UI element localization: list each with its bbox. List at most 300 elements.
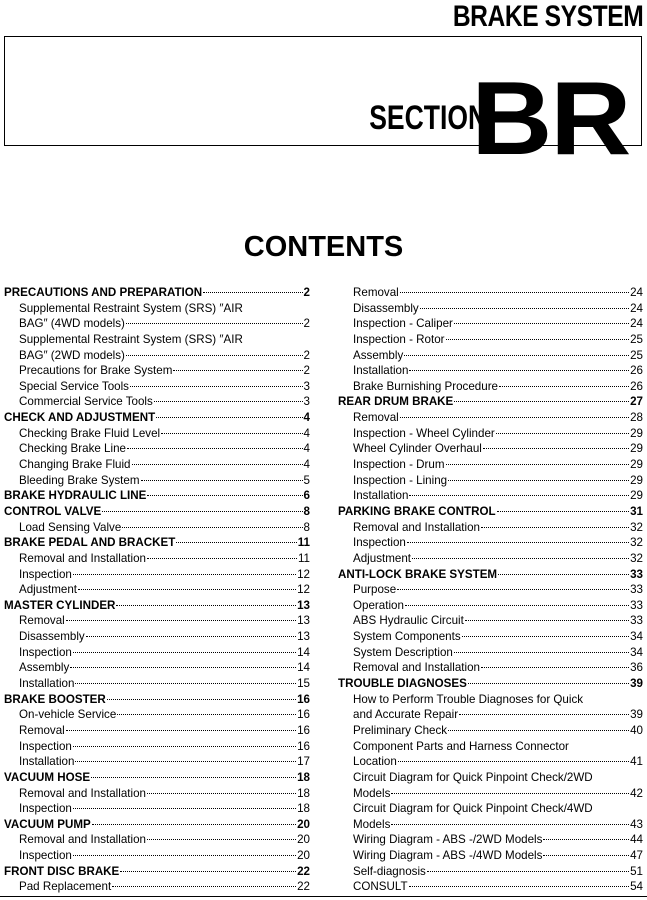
toc-subentry[interactable] xyxy=(338,426,643,442)
toc-leader-dots xyxy=(499,385,629,387)
toc-subentry[interactable] xyxy=(338,473,643,489)
toc-subentry[interactable] xyxy=(338,488,643,504)
toc-subentry[interactable] xyxy=(4,660,310,676)
toc-entry-title: Disassembly xyxy=(19,630,85,644)
toc-leader-dots xyxy=(459,713,629,715)
toc-page-number: 54 xyxy=(630,880,643,894)
toc-leader-dots xyxy=(141,479,303,481)
toc-page-number: 29 xyxy=(630,458,643,472)
toc-entry-title: Pad Replacement xyxy=(19,880,112,894)
toc-leader-dots xyxy=(66,729,296,731)
toc-entry-title: Removal and Installation xyxy=(353,520,480,534)
toc-subentry[interactable] xyxy=(4,301,310,317)
toc-leader-dots xyxy=(112,885,296,887)
toc-page-number: 33 xyxy=(630,583,643,597)
toc-leader-dots xyxy=(543,854,629,856)
toc-leader-dots xyxy=(154,400,303,402)
toc-entry-title: Removal xyxy=(353,286,399,299)
toc-leader-dots xyxy=(412,557,629,559)
toc-entry-title: Removal xyxy=(353,411,399,425)
toc-page-number: 8 xyxy=(303,520,310,534)
toc-subentry[interactable] xyxy=(4,316,310,332)
toc-entry-title: Preliminary Check xyxy=(353,723,448,737)
toc-page-number: 6 xyxy=(303,489,310,503)
section-header-box xyxy=(4,36,642,177)
toc-leader-dots xyxy=(405,604,629,606)
section-code: BR xyxy=(471,61,629,177)
toc-leader-dots xyxy=(391,792,629,794)
toc-leader-dots xyxy=(66,619,296,621)
toc-page-number: 26 xyxy=(630,379,643,393)
toc-subentry[interactable] xyxy=(4,786,310,802)
toc-leader-dots xyxy=(147,557,297,559)
toc-subentry[interactable] xyxy=(338,301,643,317)
toc-leader-dots xyxy=(116,604,296,606)
toc-page-number: 11 xyxy=(297,536,310,550)
toc-leader-dots xyxy=(203,291,302,293)
toc-entry-title: Purpose xyxy=(353,583,397,597)
toc-page-number: 14 xyxy=(297,661,310,675)
toc-subentry[interactable] xyxy=(338,551,643,567)
toc-subentry[interactable] xyxy=(338,520,643,536)
toc-entry-title: Inspection - Caliper xyxy=(353,317,453,331)
toc-page-number: 25 xyxy=(630,348,643,362)
toc-page-number: 29 xyxy=(630,473,643,487)
toc-subentry[interactable] xyxy=(4,754,310,770)
toc-leader-dots xyxy=(404,354,629,356)
toc-leader-dots xyxy=(496,432,629,434)
toc-leader-dots xyxy=(161,432,302,434)
toc-subentry[interactable] xyxy=(4,332,310,348)
toc-entry-title: Models xyxy=(353,817,391,831)
toc-entry-title: Circuit Diagram for Quick Pinpoint Check/2WD xyxy=(353,770,593,784)
toc-page-number: 4 xyxy=(303,411,310,425)
toc-page-number: 41 xyxy=(630,755,643,769)
toc-subentry[interactable] xyxy=(338,770,643,786)
toc-entry-title: Inspection xyxy=(19,849,72,863)
toc-subentry[interactable] xyxy=(338,864,643,880)
toc-leader-dots xyxy=(102,510,302,512)
toc-page-number: 18 xyxy=(297,770,310,784)
toc-section-entry[interactable] xyxy=(4,598,310,614)
toc-entry-title: Bleeding Brake System xyxy=(19,473,140,487)
toc-entry-title: PARKING BRAKE CONTROL xyxy=(338,504,496,518)
toc-page-number: 26 xyxy=(630,364,643,378)
toc-left-column xyxy=(4,285,310,895)
toc-leader-dots xyxy=(127,447,303,449)
toc-entry-title: Removal xyxy=(19,614,65,628)
toc-entry-title: Adjustment xyxy=(353,551,411,565)
toc-page-number: 33 xyxy=(630,567,643,581)
toc-page-number: 18 xyxy=(297,786,310,800)
toc-leader-dots xyxy=(173,369,302,371)
toc-leader-dots xyxy=(398,760,629,762)
toc-page-number: 15 xyxy=(297,677,310,691)
toc-page-number: 20 xyxy=(297,849,310,863)
toc-subentry[interactable] xyxy=(338,832,643,848)
toc-leader-dots xyxy=(400,416,629,418)
toc-entry-title: Operation xyxy=(353,598,404,612)
toc-section-entry[interactable] xyxy=(338,567,643,583)
toc-entry-title: VACUUM HOSE xyxy=(4,770,91,784)
toc-page-number: 22 xyxy=(297,864,310,878)
toc-page-number: 8 xyxy=(303,504,310,518)
toc-subentry[interactable] xyxy=(338,739,643,755)
toc-entry-title: Adjustment xyxy=(19,583,77,597)
toc-subentry[interactable] xyxy=(338,332,643,348)
toc-page-number: 3 xyxy=(303,395,310,409)
toc-entry-title: Changing Brake Fluid xyxy=(19,458,131,472)
toc-entry-title: Disassembly xyxy=(353,301,419,315)
toc-leader-dots xyxy=(73,807,296,809)
toc-page-number: 25 xyxy=(630,332,643,346)
toc-page-number: 24 xyxy=(630,301,643,315)
toc-subentry[interactable] xyxy=(338,363,643,379)
bottom-rule xyxy=(0,896,647,897)
toc-leader-dots xyxy=(126,322,303,324)
toc-page-number: 32 xyxy=(630,520,643,534)
toc-entry-title: Installation xyxy=(19,755,75,769)
toc-entry-title: Wiring Diagram - ABS -/4WD Models xyxy=(353,849,543,863)
toc-page-number: 29 xyxy=(630,442,643,456)
toc-page-number: 13 xyxy=(297,630,310,644)
toc-entry-title: Inspection - Lining xyxy=(353,473,448,487)
toc-entry-title: BAG″ (4WD models) xyxy=(19,317,125,331)
toc-entry-title: ABS Hydraulic Circuit xyxy=(353,614,464,628)
toc-section-entry[interactable] xyxy=(4,864,310,880)
toc-page-number: 13 xyxy=(297,614,310,628)
toc-subentry[interactable] xyxy=(4,582,310,598)
toc-entry-title: Component Parts and Harness Connector xyxy=(353,739,569,753)
toc-leader-dots xyxy=(70,666,296,668)
toc-section-entry[interactable] xyxy=(4,535,310,551)
toc-entry-title: Installation xyxy=(353,489,409,503)
toc-entry-title: Removal and Installation xyxy=(353,661,480,675)
toc-entry-title: On-vehicle Service xyxy=(19,708,117,722)
toc-page-number: 43 xyxy=(630,817,643,831)
toc-subentry[interactable] xyxy=(338,441,643,457)
toc-page-number: 28 xyxy=(630,411,643,425)
toc-page-number: 18 xyxy=(297,802,310,816)
toc-entry-title: Installation xyxy=(19,677,75,691)
toc-leader-dots xyxy=(454,322,629,324)
toc-leader-dots xyxy=(407,541,629,543)
toc-leader-dots xyxy=(107,698,296,700)
toc-entry-title: CHECK AND ADJUSTMENT xyxy=(4,411,156,425)
toc-leader-dots xyxy=(497,510,630,512)
toc-leader-dots xyxy=(420,307,629,309)
toc-leader-dots xyxy=(120,870,296,872)
toc-page-number: 5 xyxy=(303,473,310,487)
toc-entry-title: Installation xyxy=(353,364,409,378)
toc-page-number: 40 xyxy=(630,723,643,737)
toc-entry-title: Assembly xyxy=(353,348,404,362)
toc-page-number: 4 xyxy=(303,426,310,440)
toc-entry-title: How to Perform Trouble Diagnoses for Quick xyxy=(353,692,584,706)
toc-subentry[interactable] xyxy=(4,629,310,645)
toc-entry-title: TROUBLE DIAGNOSES xyxy=(338,677,467,691)
contents-title: CONTENTS xyxy=(243,231,404,263)
toc-entry-title: Removal and Installation xyxy=(19,833,146,847)
toc-page-number: 42 xyxy=(630,786,643,800)
toc-subentry[interactable] xyxy=(338,582,643,598)
toc-entry-title: Self-diagnosis xyxy=(353,864,426,878)
toc-leader-dots xyxy=(481,526,629,528)
toc-subentry[interactable] xyxy=(338,348,643,364)
toc-subentry[interactable] xyxy=(4,801,310,817)
section-label: SECTION xyxy=(369,99,487,137)
toc-leader-dots xyxy=(147,838,296,840)
toc-leader-dots xyxy=(78,588,296,590)
toc-page-number: 22 xyxy=(297,880,310,894)
toc-leader-dots xyxy=(427,870,629,872)
toc-subentry[interactable] xyxy=(338,457,643,473)
toc-page-number: 16 xyxy=(297,692,310,706)
toc-leader-dots xyxy=(409,885,630,887)
toc-page-number: 24 xyxy=(630,317,643,331)
toc-entry-title: Location xyxy=(353,755,397,769)
toc-leader-dots xyxy=(176,541,296,543)
toc-leader-dots xyxy=(446,463,630,465)
toc-page-number: 3 xyxy=(303,379,310,393)
toc-page-number: 33 xyxy=(630,614,643,628)
toc-subentry[interactable] xyxy=(4,848,310,864)
toc-leader-dots xyxy=(156,416,302,418)
toc-entry-title: Inspection xyxy=(353,536,406,550)
toc-entry-title: Checking Brake Line xyxy=(19,442,126,456)
toc-section-entry[interactable] xyxy=(4,285,310,301)
toc-page-number: 20 xyxy=(297,817,310,831)
toc-subentry[interactable] xyxy=(4,567,310,583)
toc-page-number: 34 xyxy=(630,630,643,644)
toc-leader-dots xyxy=(75,682,296,684)
toc-page-number: 13 xyxy=(297,598,310,612)
toc-section-entry[interactable] xyxy=(4,692,310,708)
toc-subentry[interactable] xyxy=(338,535,643,551)
toc-subentry[interactable] xyxy=(338,645,643,661)
toc-section-entry[interactable] xyxy=(4,817,310,833)
toc-leader-dots xyxy=(73,854,296,856)
toc-subentry[interactable] xyxy=(4,379,310,395)
toc-page-number: 33 xyxy=(630,598,643,612)
toc-page-number: 32 xyxy=(630,551,643,565)
toc-subentry[interactable] xyxy=(4,551,310,567)
toc-page-number: 39 xyxy=(630,708,643,722)
toc-leader-dots xyxy=(498,573,629,575)
toc-subentry[interactable] xyxy=(4,441,310,457)
toc-page-number: 29 xyxy=(630,426,643,440)
toc-subentry[interactable] xyxy=(4,426,310,442)
toc-leader-dots xyxy=(454,400,629,402)
toc-subentry[interactable] xyxy=(338,817,643,833)
toc-page-number: 39 xyxy=(630,677,643,691)
toc-subentry[interactable] xyxy=(4,832,310,848)
toc-entry-title: Removal xyxy=(19,723,65,737)
toc-subentry[interactable] xyxy=(338,786,643,802)
toc-page-number: 51 xyxy=(630,864,643,878)
toc-page-number: 12 xyxy=(297,583,310,597)
toc-leader-dots xyxy=(468,682,629,684)
toc-entry-title: Load Sensing Valve xyxy=(19,520,122,534)
toc-section-entry[interactable] xyxy=(338,394,643,410)
toc-page-number: 36 xyxy=(630,661,643,675)
toc-subentry[interactable] xyxy=(338,707,643,723)
toc-entry-title: and Accurate Repair xyxy=(353,708,459,722)
toc-page-number: 20 xyxy=(297,833,310,847)
toc-subentry[interactable] xyxy=(4,473,310,489)
toc-page-number: 2 xyxy=(303,348,310,362)
toc-subentry[interactable] xyxy=(4,879,310,895)
toc-section-entry[interactable] xyxy=(4,504,310,520)
toc-page-number: 16 xyxy=(297,739,310,753)
toc-subentry[interactable] xyxy=(4,520,310,536)
toc-entry-title: CONSULT xyxy=(353,880,408,894)
toc-entry-title: Removal and Installation xyxy=(19,551,146,565)
toc-subentry[interactable] xyxy=(338,410,643,426)
toc-subentry[interactable] xyxy=(4,645,310,661)
toc-leader-dots xyxy=(481,666,629,668)
toc-subentry[interactable] xyxy=(338,285,643,301)
toc-subentry[interactable] xyxy=(338,629,643,645)
toc-subentry[interactable] xyxy=(338,848,643,864)
toc-leader-dots xyxy=(117,713,296,715)
toc-page-number: 2 xyxy=(303,286,310,299)
toc-leader-dots xyxy=(483,447,629,449)
toc-leader-dots xyxy=(543,838,629,840)
toc-subentry[interactable] xyxy=(4,394,310,410)
toc-entry-title: Wheel Cylinder Overhaul xyxy=(353,442,482,456)
toc-leader-dots xyxy=(409,369,629,371)
toc-entry-title: BRAKE PEDAL AND BRACKET xyxy=(4,536,176,550)
toc-entry-title: Inspection - Rotor xyxy=(353,332,445,346)
toc-section-entry[interactable] xyxy=(338,504,643,520)
toc-leader-dots xyxy=(448,729,629,731)
toc-page-number: 2 xyxy=(303,317,310,331)
toc-section-entry[interactable] xyxy=(4,410,310,426)
toc-page-number: 27 xyxy=(630,395,643,409)
toc-leader-dots xyxy=(448,479,629,481)
toc-page-number: 2 xyxy=(303,364,310,378)
toc-subentry[interactable] xyxy=(338,379,643,395)
toc-page-number: 12 xyxy=(297,567,310,581)
toc-page-number: 16 xyxy=(297,708,310,722)
toc-leader-dots xyxy=(465,619,629,621)
toc-subentry[interactable] xyxy=(338,754,643,770)
toc-subentry[interactable] xyxy=(4,348,310,364)
toc-entry-title: System Components xyxy=(353,630,461,644)
toc-entry-title: Removal and Installation xyxy=(19,786,146,800)
toc-subentry[interactable] xyxy=(4,739,310,755)
toc-right-column xyxy=(338,285,643,895)
toc-entry-title: Inspection xyxy=(19,739,72,753)
toc-subentry[interactable] xyxy=(338,801,643,817)
toc-leader-dots xyxy=(397,588,629,590)
toc-entry-title: Inspection xyxy=(19,802,72,816)
toc-leader-dots xyxy=(391,823,629,825)
toc-leader-dots xyxy=(122,526,302,528)
toc-entry-title: Commercial Service Tools xyxy=(19,395,153,409)
toc-subentry[interactable] xyxy=(338,316,643,332)
toc-entry-title: Inspection xyxy=(19,567,72,581)
toc-entry-title: Supplemental Restraint System (SRS) ″AIR xyxy=(19,332,243,346)
toc-page-number: 32 xyxy=(630,536,643,550)
toc-subentry[interactable] xyxy=(338,660,643,676)
toc-page-number: 44 xyxy=(630,833,643,847)
toc-subentry[interactable] xyxy=(4,613,310,629)
toc-leader-dots xyxy=(73,745,296,747)
toc-entry-title: Inspection - Drum xyxy=(353,458,445,472)
toc-leader-dots xyxy=(462,635,629,637)
toc-page-number: 34 xyxy=(630,645,643,659)
toc-leader-dots xyxy=(132,463,303,465)
toc-leader-dots xyxy=(147,792,296,794)
toc-entry-title: VACUUM PUMP xyxy=(4,817,91,831)
toc-subentry[interactable] xyxy=(338,613,643,629)
toc-page-number: 29 xyxy=(630,489,643,503)
toc-entry-title: FRONT DISC BRAKE xyxy=(4,864,120,878)
toc-leader-dots xyxy=(147,494,302,496)
toc-entry-title: PRECAUTIONS AND PREPARATION xyxy=(4,286,203,299)
toc-leader-dots xyxy=(126,354,303,356)
toc-leader-dots xyxy=(92,823,296,825)
toc-entry-title: Wiring Diagram - ABS -/2WD Models xyxy=(353,833,543,847)
toc-section-entry[interactable] xyxy=(4,770,310,786)
system-title: BRAKE SYSTEM xyxy=(452,0,643,33)
toc-leader-dots xyxy=(73,573,296,575)
toc-entry-title: BAG″ (2WD models) xyxy=(19,348,125,362)
toc-entry-title: Inspection xyxy=(19,645,72,659)
toc-entry-title: Inspection - Wheel Cylinder xyxy=(353,426,495,440)
toc-subentry[interactable] xyxy=(4,363,310,379)
toc-page-number: 16 xyxy=(297,723,310,737)
toc-page-number: 4 xyxy=(303,442,310,456)
toc-leader-dots xyxy=(409,494,629,496)
toc-leader-dots xyxy=(130,385,303,387)
toc-entry-title: Special Service Tools xyxy=(19,379,129,393)
toc-subentry[interactable] xyxy=(338,692,643,708)
toc-leader-dots xyxy=(454,651,629,653)
toc-entry-title: ANTI-LOCK BRAKE SYSTEM xyxy=(338,567,498,581)
toc-entry-title: BRAKE HYDRAULIC LINE xyxy=(4,489,147,503)
toc-leader-dots xyxy=(75,760,296,762)
toc-page-number: 14 xyxy=(297,645,310,659)
toc-subentry[interactable] xyxy=(338,879,643,895)
toc-subentry[interactable] xyxy=(338,723,643,739)
toc-page-number: 47 xyxy=(630,849,643,863)
toc-subentry[interactable] xyxy=(4,676,310,692)
toc-leader-dots xyxy=(446,338,630,340)
toc-entry-title: Brake Burnishing Procedure xyxy=(353,379,499,393)
toc-entry-title: Assembly xyxy=(19,661,70,675)
toc-leader-dots xyxy=(400,291,629,293)
toc-leader-dots xyxy=(91,776,296,778)
toc-subentry[interactable] xyxy=(4,707,310,723)
toc-entry-title: Supplemental Restraint System (SRS) ″AIR xyxy=(19,301,243,315)
toc-page-number: 24 xyxy=(630,286,643,299)
toc-entry-title: BRAKE BOOSTER xyxy=(4,692,106,706)
toc-entry-title: Precautions for Brake System xyxy=(19,364,173,378)
toc-page-number: 31 xyxy=(630,504,643,518)
toc-entry-title: Checking Brake Fluid Level xyxy=(19,426,161,440)
toc-entry-title: CONTROL VALVE xyxy=(4,504,102,518)
toc-leader-dots xyxy=(73,651,296,653)
toc-subentry[interactable] xyxy=(4,457,310,473)
toc-section-entry[interactable] xyxy=(338,676,643,692)
toc-subentry[interactable] xyxy=(4,723,310,739)
toc-leader-dots xyxy=(86,635,296,637)
toc-subentry[interactable] xyxy=(338,598,643,614)
toc-section-entry[interactable] xyxy=(4,488,310,504)
